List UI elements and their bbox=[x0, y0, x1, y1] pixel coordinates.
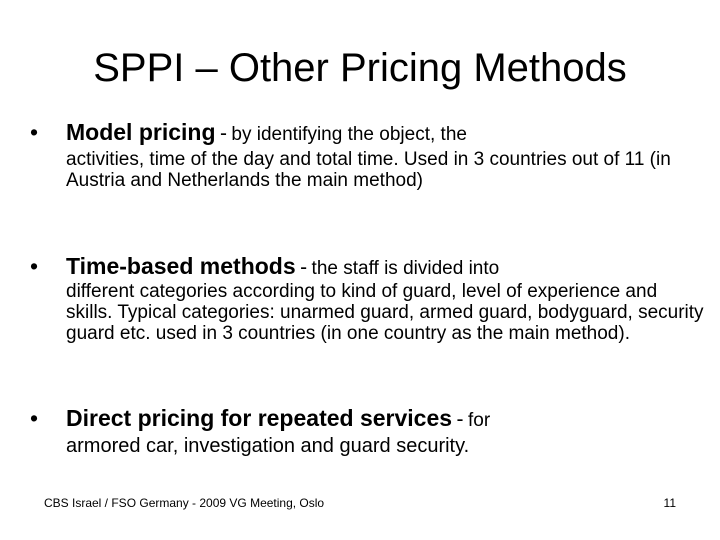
bullet-body-text: different categories according to kind of guard, level of experience and skills. Typical categories: unarmed guard, armed guard, bodyguard, security guard etc. used in 3 countries (in one country as the main method). bbox=[66, 281, 704, 344]
bullet-marker: • bbox=[30, 405, 39, 431]
page-number: 11 bbox=[663, 496, 676, 510]
bullet-lead-text: for bbox=[467, 410, 491, 431]
bullet-body-text: armored car, investigation and guard security. bbox=[66, 435, 470, 457]
bullet-body-text: activities, time of the day and total time. Used in 3 countries out of 11 (in Austria and Netherlands the main method) bbox=[66, 149, 671, 191]
bullet-heading: Model pricing bbox=[66, 119, 216, 145]
bullet-separator: - bbox=[456, 408, 464, 431]
slide-title: SPPI – Other Pricing Methods bbox=[93, 46, 627, 90]
bullet-first-line bbox=[66, 252, 499, 284]
bullet-lead-text: the staff is divided into bbox=[311, 258, 500, 279]
bullet-lead-text: by identifying the object, the bbox=[231, 124, 467, 145]
bullet-heading: Direct pricing for repeated services bbox=[66, 405, 453, 431]
bullet-marker: • bbox=[30, 253, 39, 279]
footer-text: CBS Israel / FSO Germany - 2009 VG Meeting, Oslo bbox=[44, 496, 325, 510]
bullet-marker: • bbox=[30, 119, 39, 145]
bullet-heading: Time-based methods bbox=[66, 253, 296, 279]
bullet-separator: - bbox=[219, 122, 227, 145]
bullet-first-line bbox=[66, 118, 467, 150]
bullet-first-line bbox=[66, 404, 490, 436]
bullet-separator: - bbox=[300, 256, 308, 279]
